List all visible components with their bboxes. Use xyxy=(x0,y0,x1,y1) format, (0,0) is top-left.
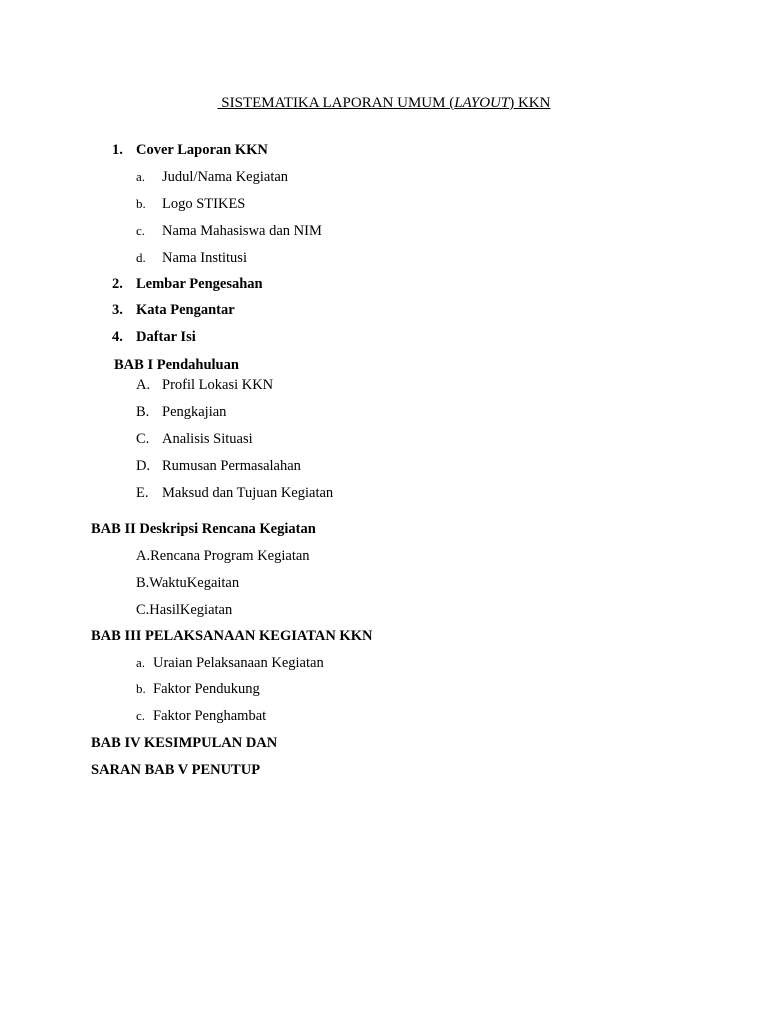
section-heading-kata-pengantar: Kata Pengantar xyxy=(136,302,235,318)
title-text-layout: LAYOUT xyxy=(454,95,510,111)
chapter-heading-bab2: BAB II Deskripsi Rencana Kegiatan xyxy=(91,521,316,537)
list-marker: b. xyxy=(136,196,146,211)
list-item: Nama Institusi xyxy=(162,250,247,266)
list-number: 1. xyxy=(112,142,123,158)
list-marker: d. xyxy=(136,250,146,265)
list-number: 3. xyxy=(112,302,123,318)
list-item: Logo STIKES xyxy=(162,196,246,212)
list-item: Nama Mahasiswa dan NIM xyxy=(162,223,322,239)
list-marker: E. xyxy=(136,485,149,501)
list-item: Faktor Penghambat xyxy=(153,708,267,724)
document-title xyxy=(0,94,768,112)
list-item: Faktor Pendukung xyxy=(153,681,260,697)
list-item: Analisis Situasi xyxy=(162,431,253,447)
chapter-heading-bab5: SARAN BAB V PENUTUP xyxy=(91,762,261,778)
list-item: Judul/Nama Kegiatan xyxy=(162,169,289,185)
title-text-post: ) KKN xyxy=(509,95,551,111)
list-marker: c. xyxy=(136,223,146,238)
section-heading-pengesahan: Lembar Pengesahan xyxy=(136,276,263,292)
list-item: Rumusan Permasalahan xyxy=(162,458,301,474)
list-marker: b. xyxy=(136,681,146,696)
section-heading-cover: Cover Laporan KKN xyxy=(136,142,268,158)
list-item: B.WaktuKegaitan xyxy=(136,575,240,591)
chapter-heading-bab1: BAB I Pendahuluan xyxy=(114,357,239,373)
list-marker: A. xyxy=(136,377,151,393)
section-heading-daftar-isi: Daftar Isi xyxy=(136,329,196,345)
list-marker: a. xyxy=(136,169,146,184)
list-item: Maksud dan Tujuan Kegiatan xyxy=(162,485,334,501)
list-number: 4. xyxy=(112,329,123,345)
list-item: Pengkajian xyxy=(162,404,227,420)
list-marker: a. xyxy=(136,655,146,670)
list-marker: C. xyxy=(136,431,150,447)
list-item: C.HasilKegiatan xyxy=(136,602,233,618)
chapter-heading-bab4: BAB IV KESIMPULAN DAN xyxy=(91,735,278,751)
list-number: 2. xyxy=(112,276,123,292)
list-marker: B. xyxy=(136,404,150,420)
list-item: A.Rencana Program Kegiatan xyxy=(136,548,310,564)
title-text-pre: SISTEMATIKA LAPORAN UMUM ( xyxy=(217,95,455,111)
list-item: Profil Lokasi KKN xyxy=(162,377,274,393)
list-marker: D. xyxy=(136,458,151,474)
list-item: Uraian Pelaksanaan Kegiatan xyxy=(153,655,324,671)
chapter-heading-bab3: BAB III PELAKSANAAN KEGIATAN KKN xyxy=(91,628,373,644)
list-marker: c. xyxy=(136,708,146,723)
